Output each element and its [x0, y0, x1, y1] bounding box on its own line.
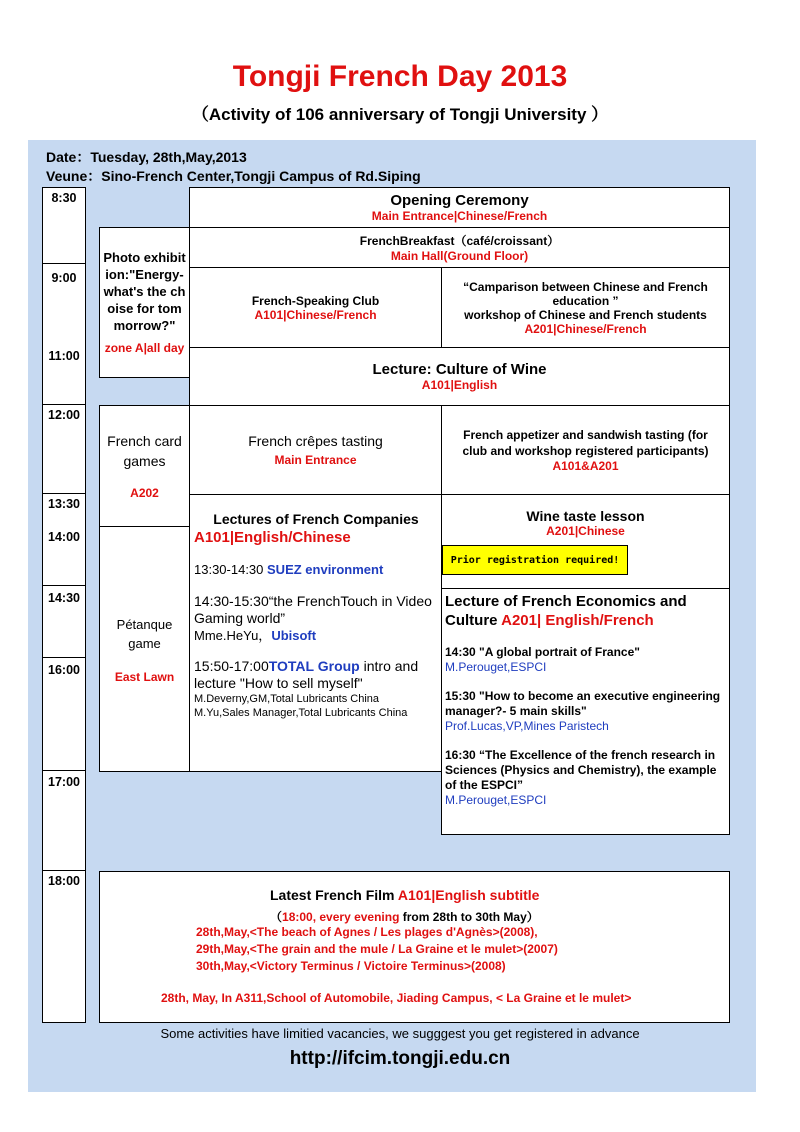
company-lectures-block	[189, 494, 442, 772]
wine-taste-place: A201|Chinese	[546, 524, 625, 538]
film-screening: 28th,May,<The beach of Agnes / Les plages d'Agnès>(2008),	[196, 925, 538, 939]
speaking-club-block	[189, 267, 442, 348]
page-subtitle: （Activity of 106 anniversary of Tongji University ）	[191, 105, 609, 124]
time-divider	[43, 657, 85, 658]
event-venue: Veune：Sino-French Center,Tongji Campus of Rd.Siping	[46, 168, 421, 184]
economics-speaker: M.Perouget,ESPCI	[445, 659, 547, 674]
time-label: 13:30	[48, 497, 80, 511]
time-label: 9:00	[51, 271, 77, 285]
time-divider	[43, 585, 85, 586]
economics-talk: 14:30 "A global portrait of France"	[445, 644, 640, 659]
time-label: 11:00	[48, 349, 80, 363]
opening-ceremony-block	[189, 187, 730, 228]
time-label: 18:00	[48, 874, 80, 888]
photo-exhibition-place: zone A|all day	[104, 340, 185, 355]
photo-exhibition-text: Photo exhibition:"Energy-what's the choise for tommorrow?"	[103, 250, 186, 333]
opening-place: Main Entrance|Chinese/French	[371, 209, 548, 223]
registration-footnote: Some activities have limitied vacancies, we sugggest you get registered in advance	[160, 1026, 640, 1041]
photo-exhibition-block	[99, 227, 190, 378]
economics-lecture-title: Lecture of French Economics and Culture A201| English/French	[445, 593, 687, 629]
film-screening: 30th,May,<Victory Terminus / Victoire Terminus>(2008)	[196, 959, 506, 973]
company-lecture-speaker: Mme.HeYu，Ubisoft	[194, 627, 317, 643]
petanque-title: Pétanque game	[116, 616, 173, 651]
comparison-workshop-block	[441, 267, 730, 348]
time-divider	[43, 263, 85, 264]
time-label: 12:00	[48, 408, 80, 422]
film-title: Latest French Film A101|English subtitle	[270, 887, 540, 903]
breakfast-place: Main Hall(Ground Floor)	[390, 249, 529, 263]
economics-talk: 15:30 "How to become an executive engineering manager?- 5 main skills"	[445, 688, 721, 718]
registration-required-note: Prior registration required!	[442, 545, 628, 575]
economics-speaker: Prof.Lucas,VP,Mines Paristech	[445, 718, 609, 733]
website-url[interactable]: http://ifcim.tongji.edu.cn	[289, 1048, 511, 1069]
appetizer-tasting-block	[441, 405, 730, 495]
page-title: Tongji French Day 2013	[232, 60, 568, 93]
company-lecture-speaker: M.Deverny,GM,Total Lubricants China	[194, 692, 380, 705]
film-schedule-note: （18:00, every evening from 28th to 30th May）	[270, 910, 539, 924]
breakfast-block	[189, 227, 730, 268]
comparison-title: “Camparison between Chinese and French education ”	[463, 279, 708, 308]
breakfast-title: FrenchBreakfast（café/croissant）	[359, 234, 560, 248]
wine-culture-title: Lecture: Culture of Wine	[372, 361, 547, 378]
time-label: 14:30	[48, 591, 80, 605]
economics-talk: 16:30 “The Excellence of the french research in Sciences (Physics and Chemistry), the example of the ESPCI”	[445, 747, 717, 792]
comparison-subtitle: workshop of Chinese and French students	[464, 307, 707, 322]
company-lecture-item: 15:50-17:00TOTAL Group intro and lecture "How to sell myself"	[194, 657, 419, 692]
crepes-title: French crêpes tasting	[248, 433, 383, 449]
company-lecture-item: 13:30-14:30 SUEZ environment	[194, 562, 384, 578]
speaking-club-place: A101|Chinese/French	[254, 307, 377, 322]
film-block	[99, 871, 730, 1023]
event-date: Date：Tuesday, 28th,May,2013	[46, 149, 247, 165]
time-divider	[43, 493, 85, 494]
appetizer-place: A101&A201	[552, 459, 619, 474]
film-screening: 29th,May,<The grain and the mule / La Graine et le mulet>(2007)	[196, 942, 558, 956]
time-label: 17:00	[48, 775, 80, 789]
company-lecture-speaker: M.Yu,Sales Manager,Total Lubricants China	[194, 706, 408, 719]
time-column	[42, 187, 86, 1023]
company-lectures-place: A101|English/Chinese	[194, 528, 351, 546]
speaking-club-title: French-Speaking Club	[251, 293, 380, 308]
comparison-place: A201|Chinese/French	[524, 321, 647, 336]
card-games-title: French card games	[107, 433, 182, 469]
time-label: 14:00	[48, 530, 80, 544]
time-divider	[43, 404, 85, 405]
time-divider	[43, 770, 85, 771]
crepes-tasting-block	[189, 405, 442, 495]
time-label: 16:00	[48, 663, 80, 677]
economics-speaker: M.Perouget,ESPCI	[445, 792, 547, 807]
company-lecture-item: 14:30-15:30“the FrenchTouch in Video Gaming world”	[194, 592, 432, 626]
card-games-block	[99, 405, 190, 527]
time-divider	[43, 870, 85, 871]
company-lectures-title: Lectures of French Companies	[213, 511, 419, 527]
petanque-place: East Lawn	[114, 669, 175, 684]
appetizer-title: French appetizer and sandwish tasting (for club and workshop registered participants)	[462, 427, 709, 458]
petanque-block	[99, 526, 190, 772]
card-games-place: A202	[130, 485, 159, 500]
opening-title: Opening Ceremony	[390, 192, 529, 209]
wine-culture-place: A101|English	[421, 378, 498, 392]
crepes-place: Main Entrance	[274, 453, 357, 467]
time-label: 8:30	[51, 191, 77, 205]
wine-taste-title: Wine taste lesson	[526, 508, 645, 524]
economics-lecture-block	[441, 588, 730, 835]
wine-culture-lecture-block	[189, 347, 730, 406]
film-screening: 28th, May, In A311,School of Automobile, Jiading Campus, < La Graine et le mulet>	[161, 991, 632, 1005]
